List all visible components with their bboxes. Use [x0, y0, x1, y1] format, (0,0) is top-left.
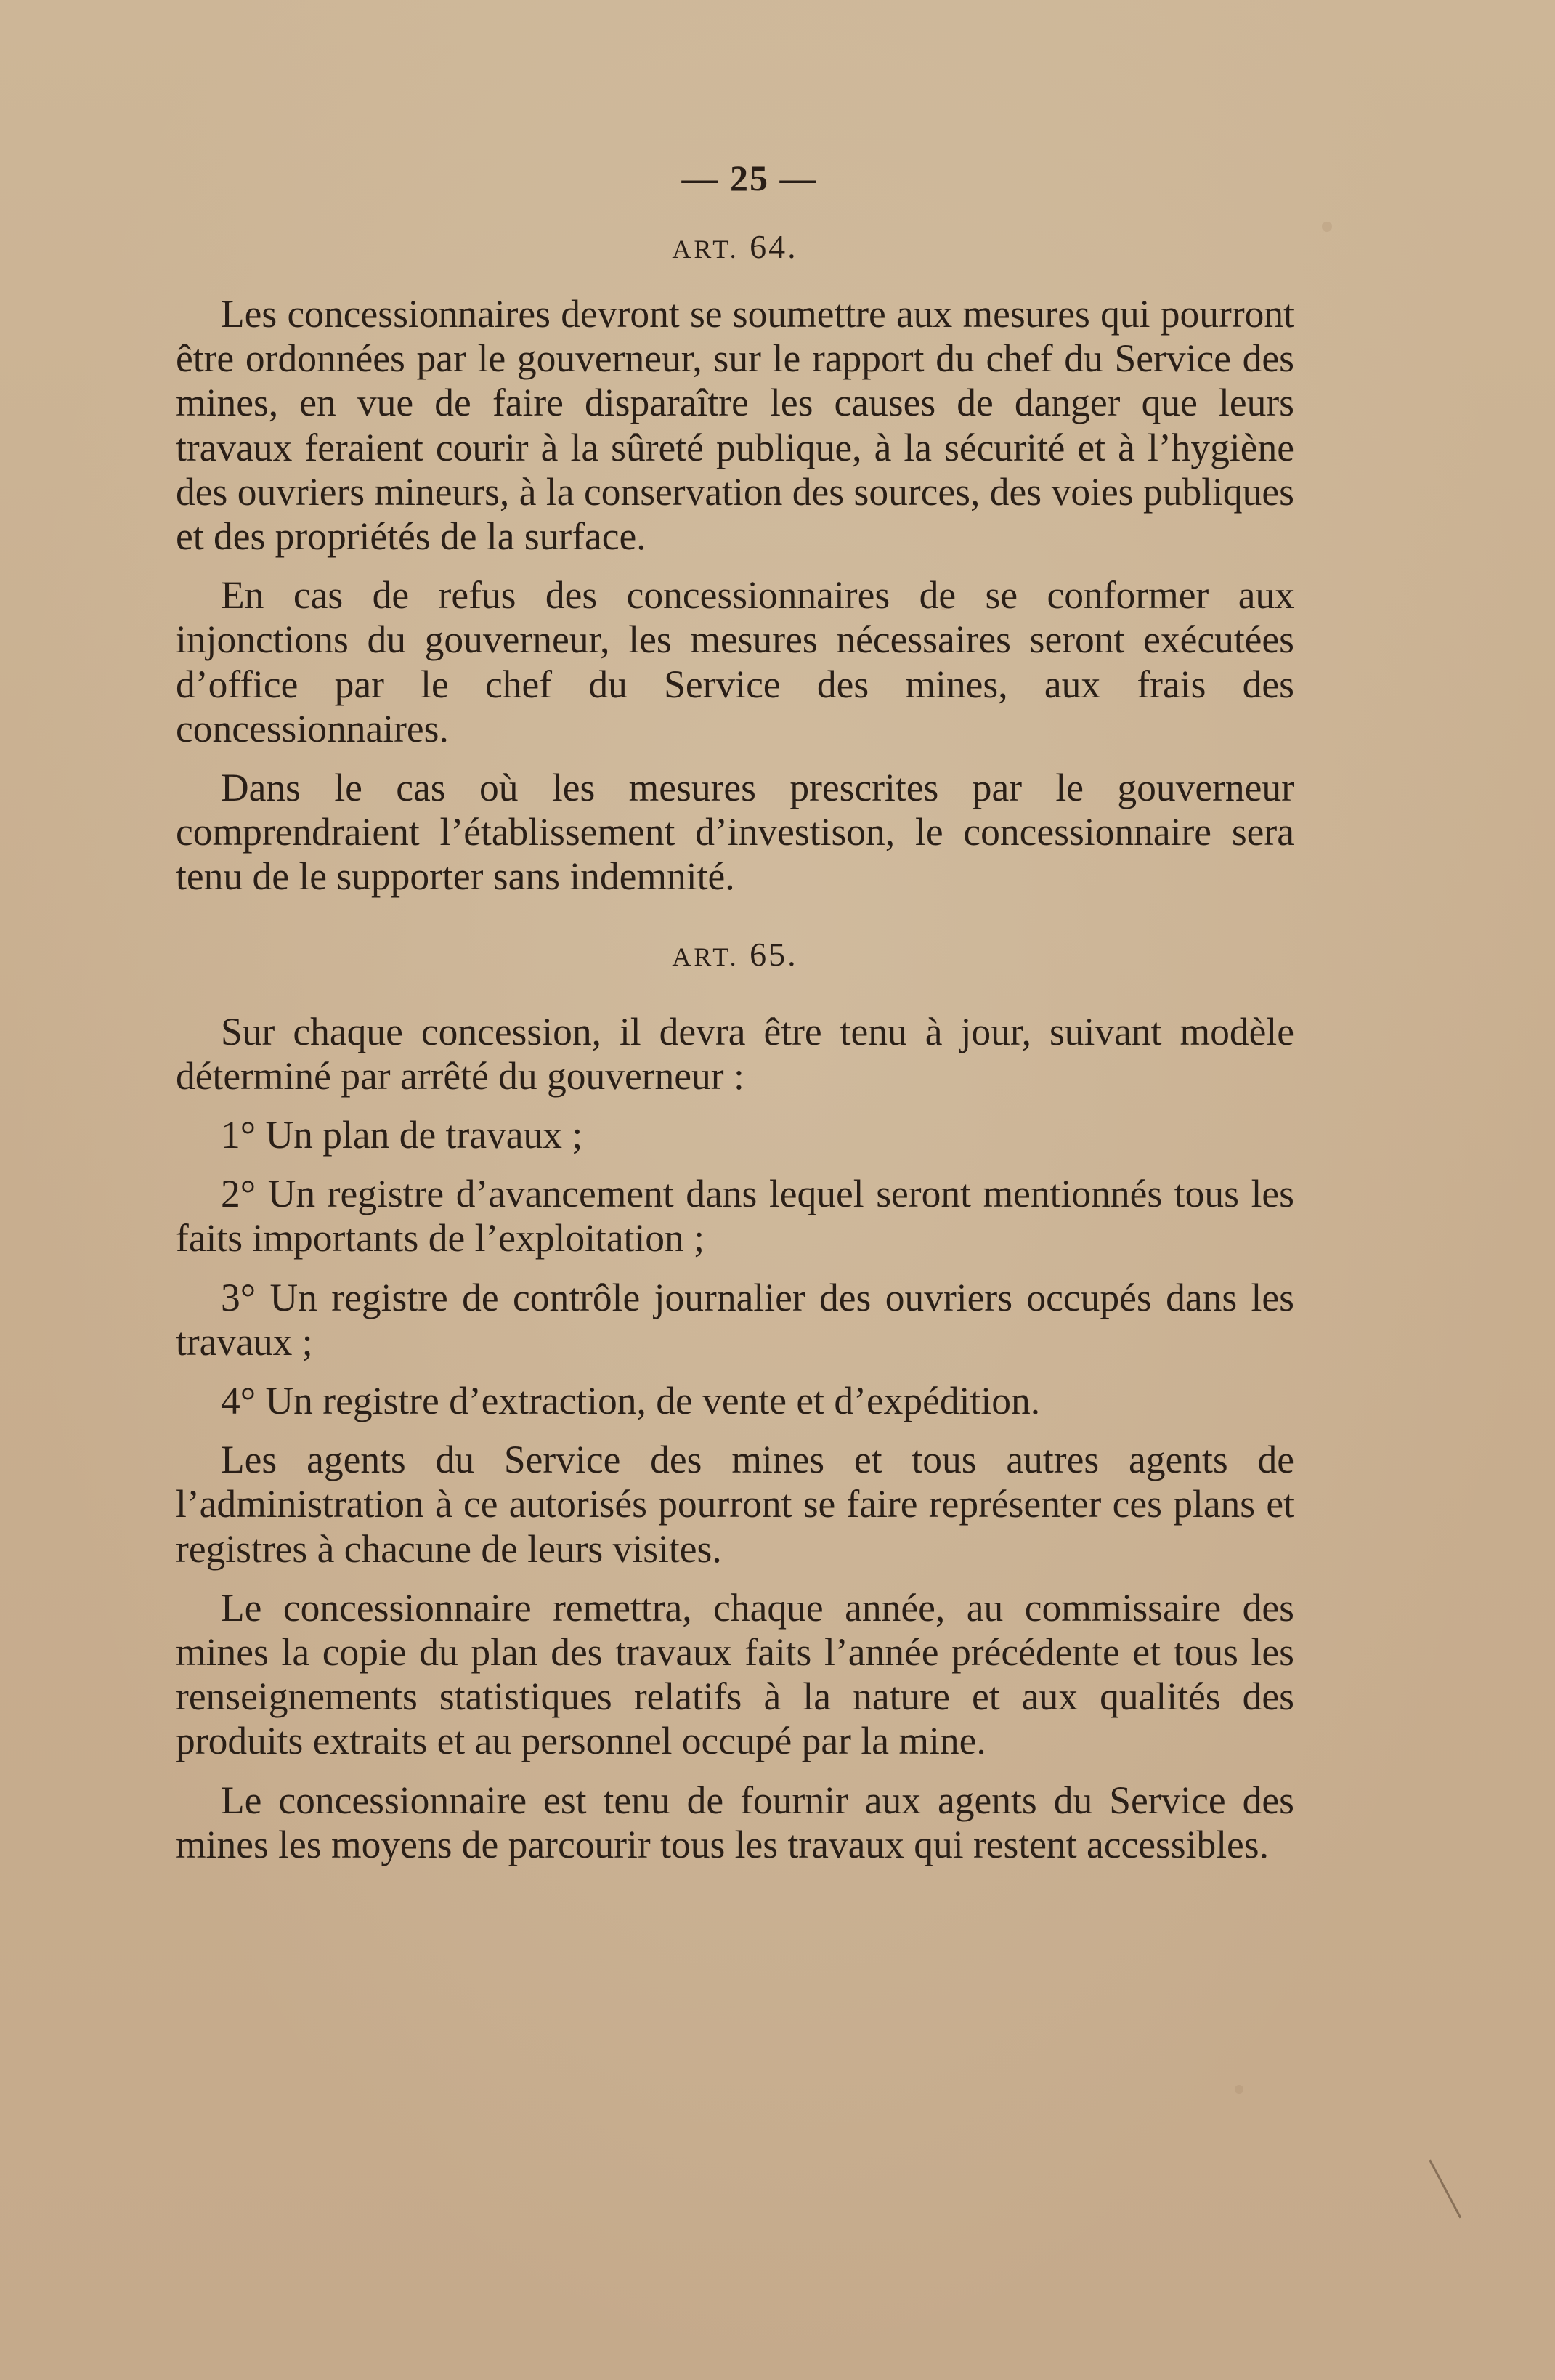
- article-65-paragraph: Le concessionnaire est tenu de fournir aux agents du Service des mines les moyens de parcourir tous les travaux qui restent accessibles.: [176, 1778, 1294, 1866]
- article-64-heading: [176, 225, 1294, 269]
- article-65-list-item: 4° Un registre d’extraction, de vente et d’expédition.: [221, 1379, 1041, 1423]
- article-65-paragraph: Les agents du Service des mines et tous autres agents de l’administration à ce autorisés pourront se faire représenter ces plans et registres à chacune de leurs visites.: [176, 1438, 1294, 1571]
- article-label: ART.: [672, 235, 739, 264]
- article-64-paragraph: En cas de refus des concessionnaires de se conformer aux injonctions du gouverneur, les mesures nécessaires seront exécutées d’office par le chef du Service des mines, aux frais des concessionnaires.: [176, 573, 1294, 750]
- article-65-heading: [176, 933, 1294, 976]
- article-65-paragraph: Le concessionnaire remettra, chaque année, au commissaire des mines la copie du plan des travaux faits l’année précédente et tous les renseignements statistiques relatifs à la nature et aux qualités des produits extraits et au personnel occupé par la mine.: [176, 1585, 1294, 1763]
- page-number: — 25 —: [681, 158, 818, 198]
- article-64-paragraph: Les concessionnaires devront se soumettre aux mesures qui pourront être ordonnées par le gouverneur, sur le rapport du chef du Service des mines, en vue de faire disparaître les causes de danger que leurs travaux feraient courir à la sûreté publique, à la sécurité et à l’hygiène des ouvriers mineurs, à la conservation des sources, des voies publiques et des propriétés de la surface.: [176, 292, 1294, 559]
- fold-mark: [1410, 2160, 1461, 2229]
- article-number: 64.: [750, 228, 798, 265]
- paper-stain: [1322, 222, 1332, 232]
- article-65-list-item: 1° Un plan de travaux ;: [221, 1113, 583, 1157]
- article-label: ART.: [672, 942, 739, 971]
- article-64-paragraph: Dans le cas où les mesures prescrites par le gouverneur comprendraient l’établissement d’investison, le concessionnaire sera tenu de le supporter sans indemnité.: [176, 766, 1294, 899]
- article-65-list-item: 2° Un registre d’avancement dans lequel seront mentionnés tous les faits importants de l’exploitation ;: [176, 1172, 1294, 1260]
- article-number: 65.: [750, 935, 798, 973]
- text-column: [176, 145, 1294, 1867]
- paper-stain: [1235, 2085, 1243, 2094]
- article-65-paragraph: Sur chaque concession, il devra être tenu à jour, suivant modèle déterminé par arrêté du gouverneur :: [176, 1009, 1294, 1098]
- article-65-list-item: 3° Un registre de contrôle journalier des ouvriers occupés dans les travaux ;: [176, 1275, 1294, 1364]
